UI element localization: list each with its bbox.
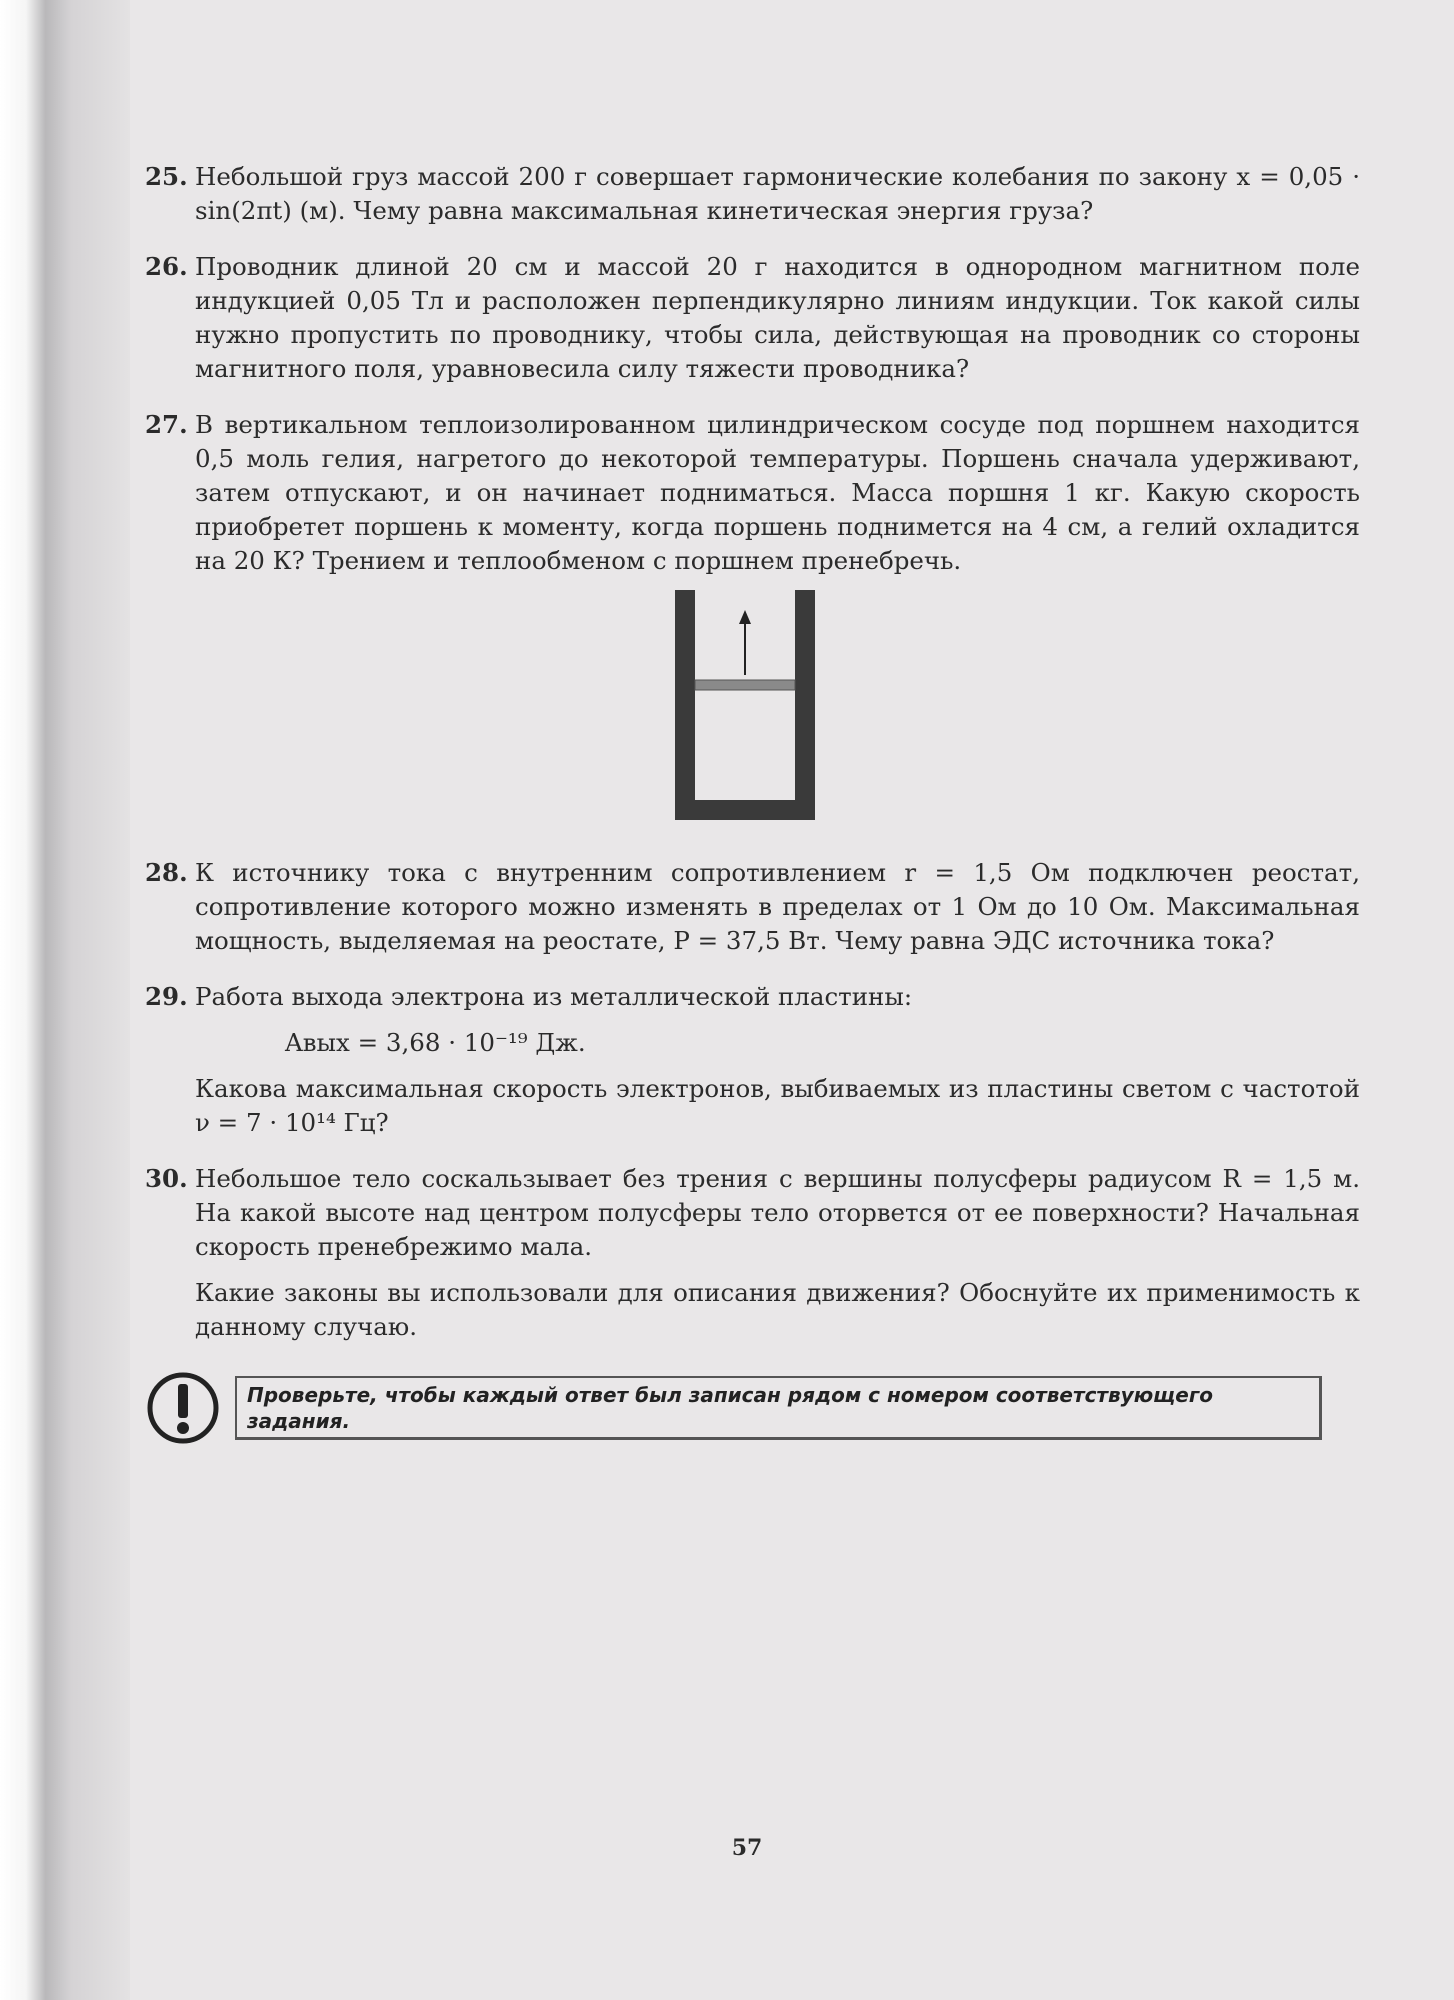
task-number: 25.: [145, 162, 188, 191]
task-number: 30.: [145, 1164, 188, 1193]
task-number: 27.: [145, 410, 188, 439]
task-25: [145, 160, 1360, 228]
work-function-formula: Aвых = 3,68 · 10⁻¹⁹ Дж.: [285, 1028, 586, 1057]
task-text: В вертикальном теплоизолированном цилиндрическом сосуде под поршнем находится 0,5 моль гелия, нагретого до некоторой температуры. Поршень сначала удерживают, затем отпускают, и он начинает подниматься. Масса поршня 1 кг. Какую скорость приобретет поршень к моменту, когда поршень поднимется на 4 см, а гелий охладится на 20 К? Трением и теплообменом с поршнем пренебречь.: [195, 410, 1360, 575]
task-number: 26.: [145, 252, 188, 281]
task-text: Какие законы вы использовали для описания движения? Обоснуйте их применимость к данному случаю.: [195, 1278, 1360, 1341]
answer-notice: [145, 1368, 1360, 1448]
exclamation-circle-icon: [145, 1370, 221, 1446]
task-text: Небольшое тело соскальзывает без трения с вершины полусферы радиусом R = 1,5 м. На какой высоте над центром полусферы тело оторвется от ее поверхности? Начальная скорость пренебрежимо мала.: [195, 1164, 1360, 1261]
cylinder-right-wall: [795, 590, 815, 820]
cylinder-bottom: [675, 800, 815, 820]
task-28: [145, 856, 1360, 958]
task-26: [145, 250, 1360, 386]
page-edge-shadow: [0, 0, 130, 2000]
arrow-head-icon: [739, 610, 751, 624]
task-text: Какова максимальная скорость электронов, выбиваемых из пластины светом с частотой ν = 7 · 10¹⁴ Гц?: [195, 1074, 1360, 1137]
piston: [695, 680, 795, 690]
document-content: [145, 160, 1360, 1448]
notice-text: Проверьте, чтобы каждый ответ был записан рядом с номером соответствующего задания.: [235, 1376, 1322, 1440]
task-number: 29.: [145, 982, 188, 1011]
task-27: [145, 408, 1360, 578]
task-text: Небольшой груз массой 200 г совершает гармонические колебания по закону x = 0,05 · sin(2πt) (м). Чему равна максимальная кинетическая энергия груза?: [195, 162, 1360, 225]
task-29: [145, 980, 1360, 1140]
piston-cylinder-figure: [145, 590, 1360, 820]
task-30: [145, 1162, 1360, 1344]
page-number: 57: [731, 1835, 763, 1861]
cylinder-left-wall: [675, 590, 695, 820]
task-number: 28.: [145, 858, 188, 887]
task-text: Проводник длиной 20 см и массой 20 г находится в однородном магнитном поле индукцией 0,05 Тл и расположен перпендикулярно линиям индукции. Ток какой силы нужно пропустить по проводнику, чтобы сила, действующая на проводник со стороны магнитного поля, уравновесила силу тяжести проводника?: [195, 252, 1360, 383]
piston-cylinder-diagram: [675, 590, 815, 820]
task-text: К источнику тока с внутренним сопротивлением r = 1,5 Ом подключен реостат, сопротивление которого можно изменять в пределах от 1 Ом до 10 Ом. Максимальная мощность, выделяемая на реостате, P = 37,5 Вт. Чему равна ЭДС источника тока?: [195, 858, 1360, 955]
task-text: Работа выхода электрона из металлической пластины:: [195, 982, 913, 1011]
